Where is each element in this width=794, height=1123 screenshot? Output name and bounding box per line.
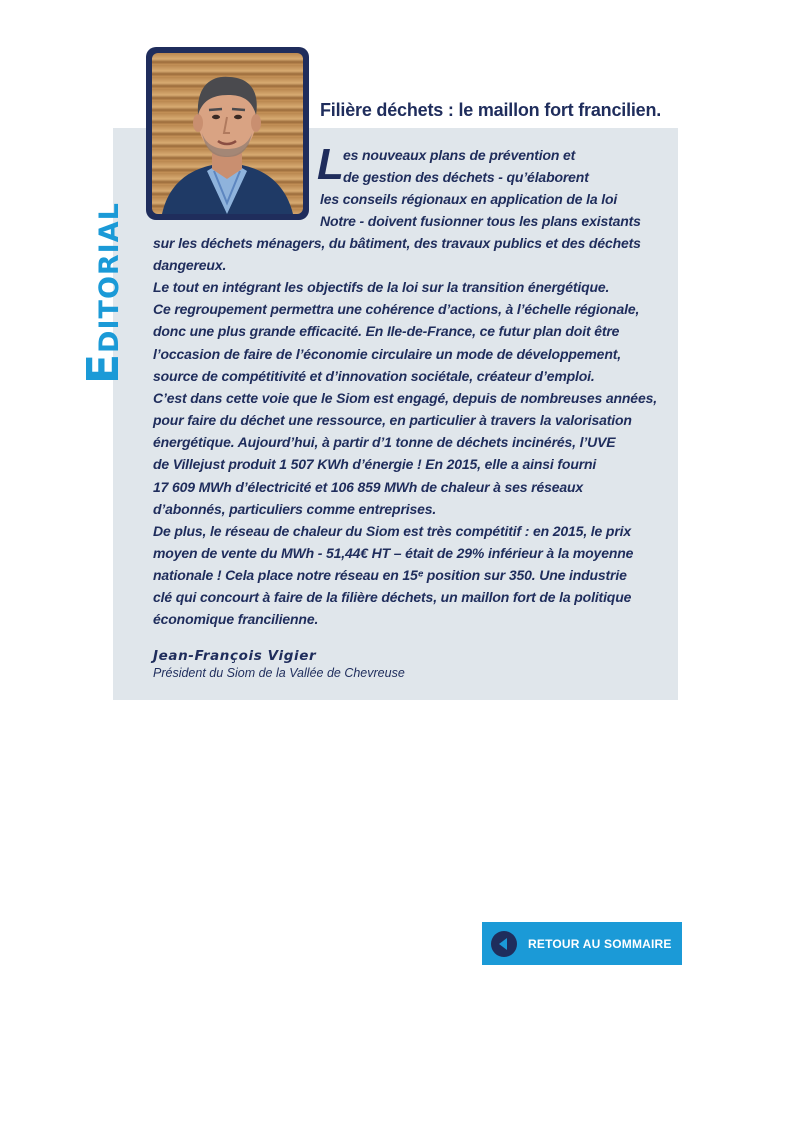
signature-role: Président du Siom de la Vallée de Chevreuse xyxy=(153,666,405,680)
body-line: clé qui concourt à faire de la filière déchets, un maillon fort de la politique xyxy=(153,589,632,605)
body-line: énergétique. Aujourd’hui, à partir d’1 tonne de déchets incinérés, l’UVE xyxy=(153,434,616,450)
body-line: moyen de vente du MWh - 51,44€ HT – était de 29% inférieur à la moyenne xyxy=(153,545,634,561)
section-title-initial: E xyxy=(78,352,129,384)
back-to-summary-button[interactable] xyxy=(482,922,682,965)
body-line: dangereux. xyxy=(153,257,227,273)
body-line: source de compétitivité et d’innovation sociétale, créateur d’emploi. xyxy=(153,368,595,384)
body-line: donc une plus grande efficacité. En Ile-de-France, ce futur plan doit être xyxy=(153,323,620,339)
section-title-vertical xyxy=(78,202,129,384)
back-to-summary-label: RETOUR AU SOMMAIRE xyxy=(528,937,672,951)
body-line: les conseils régionaux en application de la loi xyxy=(320,191,618,207)
body-line: économique francilienne. xyxy=(153,611,319,627)
body-line: Notre - doivent fusionner tous les plans existants xyxy=(320,213,641,229)
body-line: C’est dans cette voie que le Siom est engagé, depuis de nombreuses années, xyxy=(153,390,657,406)
body-line: d’abonnés, particuliers comme entreprises. xyxy=(153,501,437,517)
body-line: sur les déchets ménagers, du bâtiment, des travaux publics et des déchets xyxy=(153,235,641,251)
body-line: pour faire du déchet une ressource, en particulier à travers la valorisation xyxy=(153,412,632,428)
body-line: 17 609 MWh d’électricité et 106 859 MWh de chaleur à ses réseaux xyxy=(153,479,584,495)
author-photo-frame xyxy=(146,47,309,220)
author-photo xyxy=(152,53,303,214)
portrait-illustration xyxy=(152,53,303,214)
body-line: De plus, le réseau de chaleur du Siom est très compétitif : en 2015, le prix xyxy=(153,523,631,539)
body-line: de Villejust produit 1 507 KWh d’énergie ! En 2015, elle a ainsi fourni xyxy=(153,456,597,472)
body-line: nationale ! Cela place notre réseau en 15ᵉ position sur 350. Une industrie xyxy=(153,567,627,583)
signature-name: Jean-François Vigier xyxy=(153,648,317,664)
body-line: Le tout en intégrant les objectifs de la loi sur la transition énergétique. xyxy=(153,279,610,295)
body-line: Ce regroupement permettra une cohérence d’actions, à l’échelle régionale, xyxy=(153,301,640,317)
section-title-rest: DITORIAL xyxy=(94,202,125,353)
back-arrow-icon xyxy=(491,931,517,957)
body-line: es nouveaux plans de prévention et xyxy=(343,147,576,163)
page-headline: Filière déchets : le maillon fort francilien. xyxy=(320,100,662,120)
body-line: de gestion des déchets - qu’élaborent xyxy=(343,169,589,185)
drop-cap: L xyxy=(317,140,344,189)
body-line: l’occasion de faire de l’économie circulaire un mode de développement, xyxy=(153,346,621,362)
